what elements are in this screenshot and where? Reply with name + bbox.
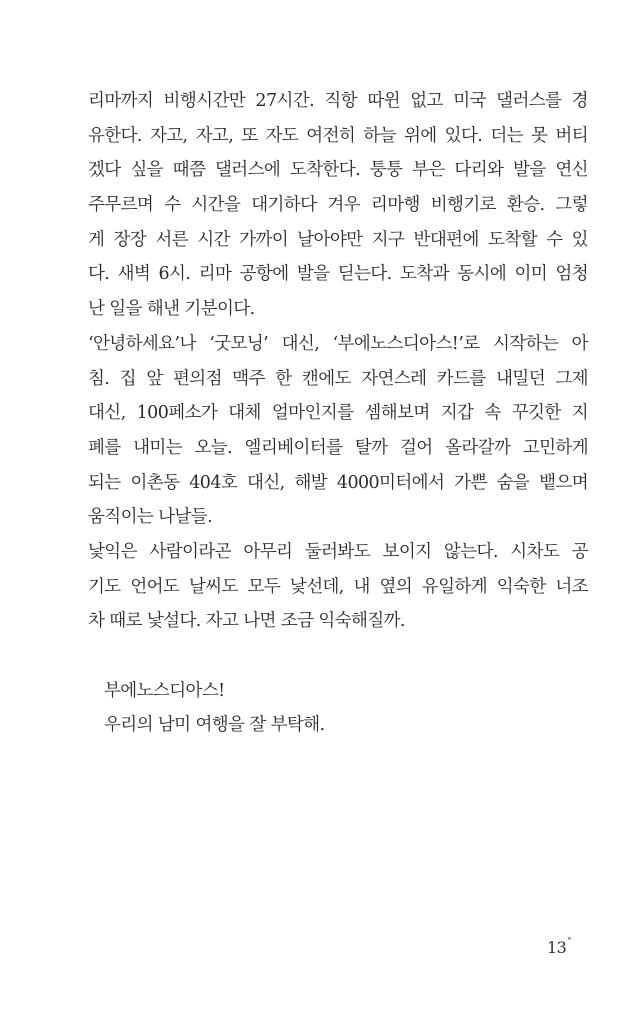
paragraph-1-line-6: 다. 새벽 6시. 리마 공항에 발을 딛는다. 도착과 동시에 이미 엄청	[88, 264, 588, 285]
paragraph-1-line-5: 게 장장 서른 시간 가까이 날아야만 지구 반대편에 도착할 수 있	[88, 229, 588, 250]
paragraph-1-line-2: 유한다. 자고, 자고, 또 자도 여전히 하늘 위에 있다. 더는 못 버티	[88, 125, 588, 146]
body-text	[88, 84, 588, 743]
paragraph-2-line-6: 움직이는 나날들.	[88, 507, 213, 528]
closing-line-1: 부에노스디아스!	[104, 680, 225, 701]
paragraph-2-line-5: 되는 이촌동 404호 대신, 해발 4000미터에서 가쁜 숨을 뱉으며	[88, 472, 588, 493]
page-number-value: 13	[547, 938, 567, 957]
blank-line	[88, 639, 588, 674]
paragraph-1-line-3: 겠다 싶을 때쯤 댈러스에 도착한다. 퉁퉁 부은 다리와 발을 연신	[88, 160, 588, 181]
paragraph-1-line-7: 난 일을 해낸 기분이다.	[88, 299, 255, 320]
closing-line-2: 우리의 남미 여행을 잘 부탁해.	[104, 715, 325, 736]
page-number	[547, 938, 571, 957]
paragraph-2-line-3: 대신, 100페소가 대체 얼마인지를 셈해보며 지갑 속 꾸깃한 지	[88, 403, 588, 424]
paragraph-2-line-1: ‘안녕하세요’나 ‘굿모닝’ 대신, ‘부에노스디아스!’로 시작하는 아	[88, 333, 588, 354]
paragraph-1-line-1: 리마까지 비행시간만 27시간. 직항 따윈 없고 미국 댈러스를 경	[88, 91, 588, 111]
paragraph-2-line-4: 폐를 내미는 오늘. 엘리베이터를 탈까 걸어 올라갈까 고민하게	[88, 437, 588, 458]
paragraph-1-line-4: 주무르며 수 시간을 대기하다 겨우 리마행 비행기로 환승. 그렇	[88, 195, 588, 216]
paragraph-3-line-2: 기도 언어도 날씨도 모두 낯선데, 내 옆의 유일하게 익숙한 너조	[88, 576, 588, 597]
paragraph-3-line-3: 차 때로 낯설다. 자고 나면 조금 익숙해질까.	[88, 611, 405, 632]
page-number-mark: °	[567, 936, 571, 945]
paragraph-2-line-2: 침. 집 앞 편의점 맥주 한 캔에도 자연스레 카드를 내밀던 그제	[88, 368, 588, 389]
paragraph-3-line-1: 낯익은 사람이라곤 아무리 둘러봐도 보이지 않는다. 시차도 공	[88, 541, 588, 562]
